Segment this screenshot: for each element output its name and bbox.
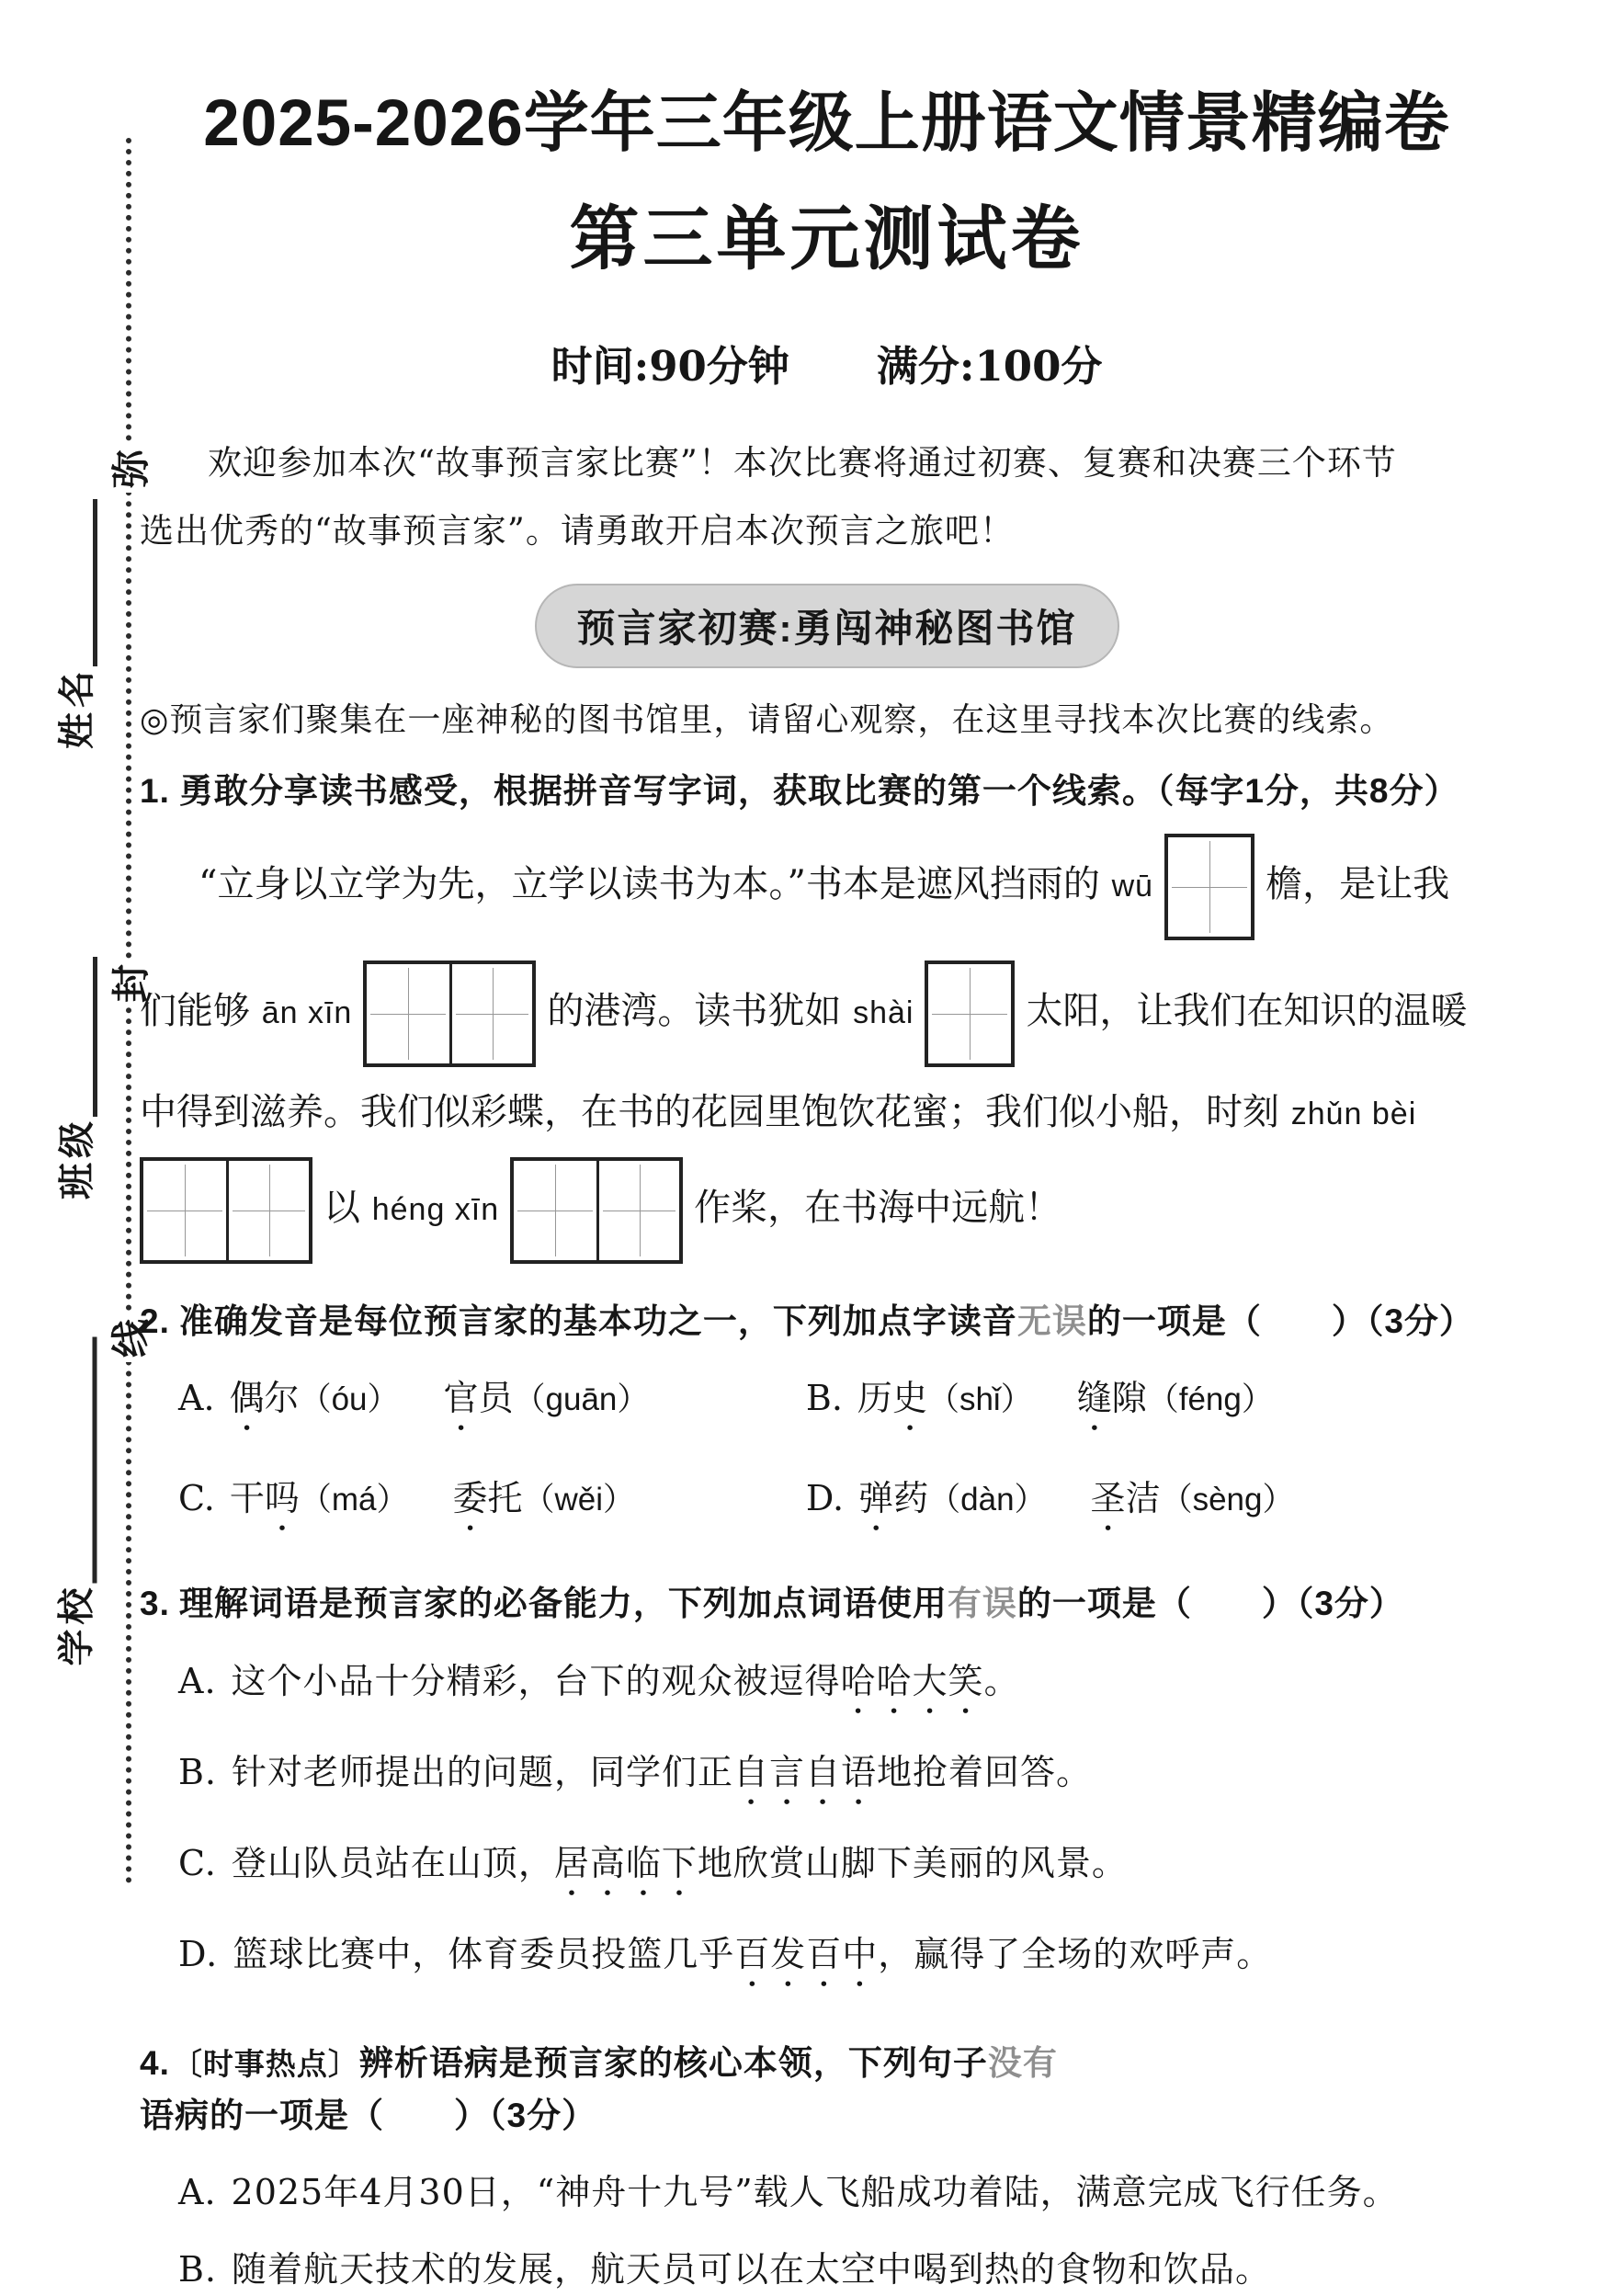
word-pinyin: （óu）: [299, 1381, 400, 1418]
q3-stem-post: 的一项是（ ）（3分）: [1016, 1585, 1404, 1623]
pinyin-zhunbei: zhǔn bèi: [1290, 1096, 1417, 1131]
field-name: [46, 494, 97, 749]
q2-stem-pre: 准确发音是每位预言家的基本功之一，下列加点字读音: [178, 1301, 1017, 1340]
pinyin-wu: wū: [1111, 868, 1154, 904]
question-1: [140, 765, 1514, 1267]
passage-line-1: [140, 830, 1514, 944]
seal-char-xian: 线: [103, 1314, 154, 1362]
q3-option-b: [140, 1746, 1514, 1813]
q2-option-d-label: D.: [805, 1478, 845, 1519]
word-text: 员: [478, 1378, 514, 1419]
q3-stem-highlight: 有误: [947, 1585, 1017, 1623]
section-note: ◎预言家们聚集在一座神秘的图书馆里，请留心观察，在这里寻找本次比赛的线索。: [140, 700, 1394, 739]
word-text: 隙: [1111, 1378, 1147, 1419]
word-pinyin: （dàn）: [928, 1482, 1047, 1518]
q4-option-a: [140, 2166, 1514, 2219]
word-text: 历: [857, 1378, 892, 1419]
passage-l2-text-c: 太阳，让我们在知识的温暖: [1026, 989, 1468, 1032]
writing-cell: [226, 1161, 309, 1260]
field-class-blank: [61, 957, 97, 1117]
q3-number: 3.: [140, 1585, 170, 1623]
q2-option-b-label: B.: [805, 1378, 843, 1419]
word-pinyin: （guān）: [513, 1381, 650, 1418]
passage-l4-text-a: 以: [324, 1186, 372, 1229]
q4-option-b-label: B.: [178, 2249, 218, 2290]
passage-line-3: [140, 1084, 1514, 1141]
q3-option-c: [140, 1837, 1514, 1904]
section-badge: 预言家初赛:勇闯神秘图书馆: [535, 584, 1119, 668]
dotted-idiom: 居高临下: [553, 1842, 698, 1883]
seal-char-mi: 弥: [103, 445, 154, 493]
word-pinyin: （shǐ）: [926, 1381, 1033, 1418]
passage-line-2: [140, 957, 1514, 1071]
q4-stem-pre: 辨析语病是预言家的核心本领，下列句子: [358, 2043, 988, 2082]
seal-dotted-line: [126, 138, 131, 1884]
sentence-pre: 篮球比赛中，体育委员投篮几乎: [233, 1933, 735, 1974]
paper-title-line1: 2025-2026学年三年级上册语文情景精编卷: [203, 87, 1450, 160]
word-text: 药: [893, 1478, 929, 1519]
sentence-text: 随着航天技术的发展，航天员可以在太空中喝到热的食物和饮品。: [232, 2249, 1272, 2290]
passage-l2-text-a: 们能够: [140, 989, 262, 1032]
section-badge-row: [140, 584, 1514, 668]
pinyin-shai: shài: [853, 995, 914, 1030]
pinyin-anxin: ān xīn: [261, 995, 353, 1030]
word-text: 托: [487, 1478, 523, 1519]
time-limit: 时间:90分钟: [551, 341, 789, 391]
exam-paper: [140, 87, 1514, 2296]
q3-option-d-label: D.: [178, 1933, 219, 1974]
sentence-pre: 登山队员站在山顶，: [231, 1842, 554, 1883]
writing-cell: [143, 1161, 226, 1260]
q2-option-a: [178, 1370, 806, 1438]
sentence-text: 2025年4月30日，“神舟十九号”载人飞船成功着陆，满意完成飞行任务。: [231, 2172, 1399, 2213]
word-text: 干: [229, 1478, 265, 1519]
passage-l2-text-b: 的港湾。读书犹如: [547, 989, 854, 1032]
passage-l1-text-a: “立身以立学为先，立学以读书为本。”书本是遮风挡雨的: [199, 862, 1112, 905]
writing-cell: [1168, 837, 1251, 937]
writing-cell: [367, 964, 449, 1063]
word-pinyin: （féng）: [1146, 1381, 1274, 1418]
q4-number: 4.: [140, 2043, 170, 2082]
q2-stem: [140, 1295, 1514, 1347]
q4-stem-post: 语病的一项是（ ）（3分）: [140, 2096, 597, 2134]
q4-option-a-label: A.: [178, 2172, 217, 2213]
q2-option-c-label: C.: [178, 1478, 215, 1519]
writing-box-anxin: [363, 960, 536, 1067]
passage-l1-text-b: 檐，是让我: [1266, 862, 1450, 905]
q2-number: 2.: [140, 1301, 170, 1340]
word-text: 尔: [264, 1378, 300, 1419]
intro-line2: 选出优秀的“故事预言家”。请勇敢开启本次预言之旅吧！: [140, 510, 1015, 551]
dotted-idiom: 百发百中: [734, 1933, 879, 1974]
paper-title-line2: 第三单元测试卷: [569, 199, 1084, 278]
word-pinyin: （sèng）: [1160, 1482, 1295, 1518]
writing-cell: [449, 964, 532, 1063]
full-score: 满分:100分: [876, 341, 1103, 391]
seal-char-feng: 封: [103, 960, 154, 1007]
q4-stem: [140, 2037, 1514, 2143]
q3-option-a-label: A.: [178, 1660, 217, 1701]
passage-l4-text-b: 作桨，在书海中远航！: [694, 1186, 1062, 1229]
dotted-char: 圣: [1090, 1478, 1126, 1519]
dotted-char: 官: [443, 1378, 479, 1419]
q2-option-c: [178, 1470, 806, 1539]
dotted-char: 史: [891, 1378, 927, 1419]
q1-passage: [140, 830, 1514, 1267]
writing-box-shai: [925, 960, 1015, 1067]
q1-stem-text: 勇敢分享读书感受，根据拼音写字词，获取比赛的第一个线索。: [178, 771, 1157, 810]
word-text: 洁: [1125, 1478, 1161, 1519]
question-3: [140, 1577, 1514, 1994]
writing-box-hengxin: [510, 1157, 683, 1264]
writing-box-zhunbei: [140, 1157, 312, 1264]
sentence-pre: 这个小品十分精彩，台下的观众被逗得: [231, 1660, 841, 1701]
q2-option-b: [806, 1370, 1514, 1438]
dotted-char: 偶: [229, 1378, 265, 1419]
sentence-post: 。: [983, 1660, 1020, 1701]
sentence-post: 地欣赏山脚下美丽的风景。: [697, 1842, 1128, 1883]
q4-option-b: [140, 2244, 1514, 2296]
q1-stem: [140, 765, 1514, 817]
question-4: [140, 2037, 1514, 2296]
pinyin-hengxin: héng xīn: [371, 1191, 500, 1227]
q2-stem-post: 的一项是（ ）（3分）: [1086, 1301, 1474, 1340]
q1-points: （每字1分，共8分）: [1156, 771, 1459, 810]
intro-paragraph: [140, 429, 1514, 565]
field-class-label: 班级: [55, 1117, 98, 1199]
field-school: [46, 1331, 97, 1666]
writing-box-wu: [1164, 834, 1254, 940]
field-name-label: 姓名: [55, 666, 98, 749]
q2-options: [140, 1370, 1514, 1539]
dotted-char: 弹: [858, 1478, 894, 1519]
word-pinyin: （má）: [299, 1482, 409, 1518]
word-pinyin: （wěi）: [522, 1482, 636, 1518]
dotted-char: 缝: [1076, 1378, 1112, 1419]
q1-number: 1.: [140, 771, 170, 810]
q3-option-a: [140, 1655, 1514, 1722]
dotted-idiom: 哈哈大笑: [840, 1660, 984, 1701]
q2-option-a-label: A.: [178, 1378, 215, 1419]
field-school-blank: [61, 1337, 97, 1584]
sentence-post: 地抢着回答。: [877, 1751, 1093, 1792]
q4-topic-tag: 〔时事热点〕: [171, 2046, 359, 2081]
q3-stem: [140, 1577, 1514, 1630]
dotted-char: 委: [452, 1478, 488, 1519]
dotted-char: 吗: [264, 1478, 300, 1519]
passage-line-4: [140, 1154, 1514, 1267]
sentence-pre: 针对老师提出的问题，同学们正: [232, 1751, 734, 1792]
writing-cell: [596, 1161, 679, 1260]
q3-option-d: [140, 1928, 1514, 1995]
sentence-post: ，赢得了全场的欢呼声。: [878, 1933, 1273, 1974]
field-school-label: 学校: [54, 1583, 98, 1666]
field-name-blank: [61, 499, 97, 666]
q3-stem-pre: 理解词语是预言家的必备能力，下列加点词语使用: [178, 1585, 948, 1623]
writing-cell: [928, 964, 1011, 1063]
intro-line1: 欢迎参加本次“故事预言家比赛”！本次比赛将通过初赛、复赛和决赛三个环节: [208, 442, 1397, 483]
q2-option-d: [806, 1470, 1514, 1539]
q3-option-c-label: C.: [178, 1842, 217, 1883]
passage-l3-text: 中得到滋养。我们似彩蝶，在书的花园里饱饮花蜜；我们似小船，时刻: [140, 1090, 1291, 1133]
q3-option-b-label: B.: [178, 1751, 218, 1792]
q2-stem-highlight: 无误: [1016, 1301, 1087, 1340]
q4-stem-highlight: 没有: [987, 2043, 1058, 2082]
writing-cell: [514, 1161, 596, 1260]
question-2: [140, 1295, 1514, 1539]
field-class: [46, 951, 97, 1199]
paper-meta: [140, 333, 1514, 392]
dotted-idiom: 自言自语: [733, 1751, 878, 1792]
